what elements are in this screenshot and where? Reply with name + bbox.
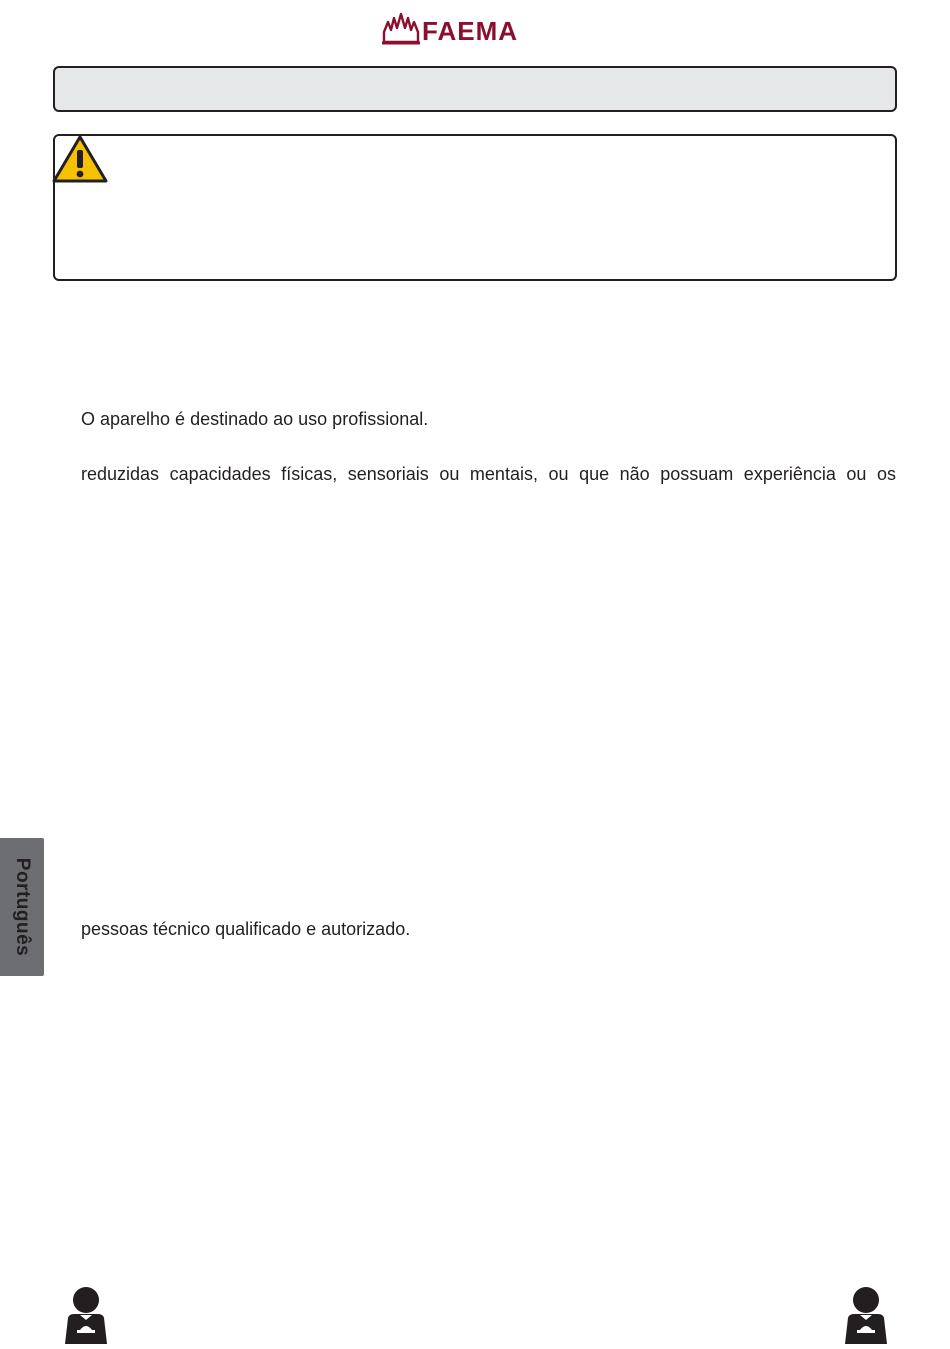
warning-box xyxy=(53,134,897,281)
section-title-bar xyxy=(53,66,897,112)
warning-triangle-icon xyxy=(52,134,108,184)
waiter-icon xyxy=(55,1286,117,1344)
paragraph-professional-use: O aparelho é destinado ao uso profissional. xyxy=(81,409,429,429)
waiter-icon xyxy=(835,1286,897,1344)
brand-name: FAEMA xyxy=(422,16,518,46)
faema-logo xyxy=(382,12,568,46)
language-label: Português xyxy=(12,857,33,957)
paragraph-qualified-technician: pessoas técnico qualificado e autorizado. xyxy=(81,919,411,939)
paragraph-reduced-capabilities: reduzidas capacidades físicas, sensoriais ou mentais, ou que não possuam experiência ou os xyxy=(81,464,896,484)
crown-icon xyxy=(382,12,422,46)
language-tab xyxy=(0,838,44,976)
